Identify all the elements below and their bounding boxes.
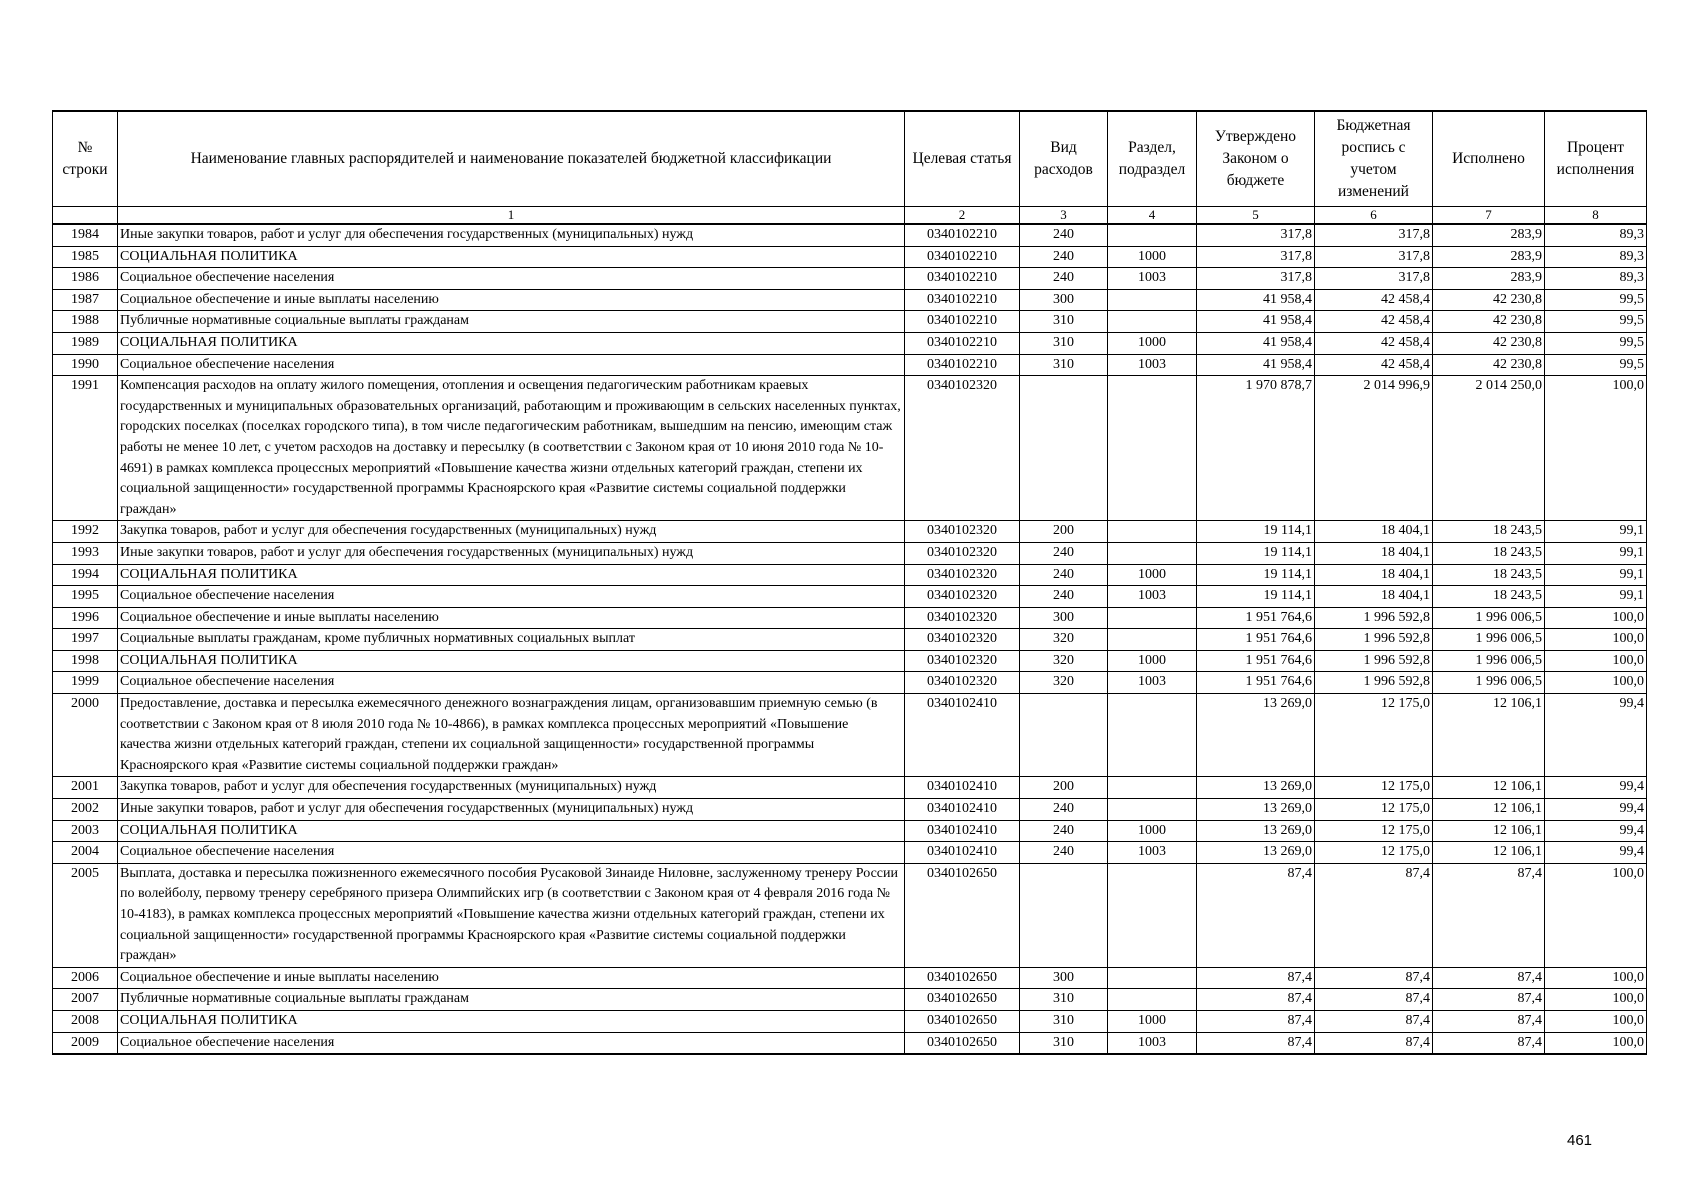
budget-list-cell: 12 175,0 [1315, 777, 1433, 799]
row-number-cell: 2007 [53, 989, 118, 1011]
row-number-cell: 1988 [53, 311, 118, 333]
percent-cell: 99,1 [1545, 521, 1647, 543]
expense-type-cell: 240 [1020, 586, 1108, 608]
executed-cell: 42 230,8 [1433, 332, 1545, 354]
approved-cell: 19 114,1 [1197, 521, 1315, 543]
budget-list-cell: 42 458,4 [1315, 311, 1433, 333]
section-cell: 1000 [1108, 820, 1197, 842]
target-article-cell: 0340102650 [905, 967, 1020, 989]
target-article-cell: 0340102210 [905, 268, 1020, 290]
expense-type-cell: 300 [1020, 607, 1108, 629]
table-row [53, 376, 1647, 521]
expense-type-cell: 310 [1020, 311, 1108, 333]
table-header [53, 111, 1647, 224]
row-number-cell: 1989 [53, 332, 118, 354]
executed-cell: 87,4 [1433, 1032, 1545, 1054]
column-number: 3 [1020, 207, 1108, 225]
executed-cell: 87,4 [1433, 989, 1545, 1011]
executed-cell: 12 106,1 [1433, 842, 1545, 864]
section-cell: 1003 [1108, 268, 1197, 290]
approved-cell: 87,4 [1197, 967, 1315, 989]
expense-type-cell [1020, 376, 1108, 521]
expense-type-cell: 240 [1020, 820, 1108, 842]
budget-list-cell: 87,4 [1315, 1032, 1433, 1054]
table-row [53, 777, 1647, 799]
name-cell: Социальное обеспечение населения [118, 672, 905, 694]
percent-cell: 100,0 [1545, 629, 1647, 651]
approved-cell: 13 269,0 [1197, 842, 1315, 864]
column-number: 1 [118, 207, 905, 225]
target-article-cell: 0340102210 [905, 311, 1020, 333]
percent-cell: 89,3 [1545, 224, 1647, 246]
name-cell: Социальные выплаты гражданам, кроме публичных нормативных социальных выплат [118, 629, 905, 651]
row-number-cell: 1999 [53, 672, 118, 694]
table-row [53, 607, 1647, 629]
expense-type-cell [1020, 863, 1108, 967]
row-number-cell: 2000 [53, 694, 118, 777]
section-cell: 1003 [1108, 1032, 1197, 1054]
target-article-cell: 0340102320 [905, 629, 1020, 651]
name-cell: Иные закупки товаров, работ и услуг для обеспечения государственных (муниципальных) нужд [118, 542, 905, 564]
percent-cell: 99,4 [1545, 820, 1647, 842]
table-row [53, 564, 1647, 586]
approved-cell: 87,4 [1197, 1010, 1315, 1032]
section-cell: 1003 [1108, 842, 1197, 864]
approved-cell: 1 951 764,6 [1197, 607, 1315, 629]
expense-type-cell: 240 [1020, 246, 1108, 268]
expense-type-cell: 240 [1020, 564, 1108, 586]
approved-cell: 87,4 [1197, 1032, 1315, 1054]
executed-cell: 18 243,5 [1433, 586, 1545, 608]
section-cell: 1003 [1108, 354, 1197, 376]
header-name: Наименование главных распорядителей и наименование показателей бюджетной классификации [118, 111, 905, 207]
section-cell [1108, 989, 1197, 1011]
executed-cell: 18 243,5 [1433, 564, 1545, 586]
percent-cell: 99,4 [1545, 799, 1647, 821]
name-cell: Выплата, доставка и пересылка пожизненного ежемесячного пособия Русаковой Зинаиде Ниловне, заслуженному тренеру России по волейболу, первому тренеру серебряного призера Олимпийских игр (в соответствии с Законом края от 4 февраля 2016 года № 10-4183), в рамках комплекса процессных мероприятий «Повышение качества жизни отдельных категорий граждан, степени их социальной защищенности» государственной программы Красноярского края «Развитие системы социальной поддержки граждан» [118, 863, 905, 967]
row-number-cell: 1997 [53, 629, 118, 651]
row-number-cell: 2003 [53, 820, 118, 842]
table-row [53, 311, 1647, 333]
budget-list-cell: 18 404,1 [1315, 564, 1433, 586]
section-cell [1108, 607, 1197, 629]
section-cell [1108, 376, 1197, 521]
table-row [53, 224, 1647, 246]
table-row [53, 694, 1647, 777]
percent-cell: 99,5 [1545, 311, 1647, 333]
executed-cell: 12 106,1 [1433, 694, 1545, 777]
target-article-cell: 0340102410 [905, 799, 1020, 821]
executed-cell: 42 230,8 [1433, 311, 1545, 333]
budget-list-cell: 87,4 [1315, 967, 1433, 989]
percent-cell: 99,1 [1545, 542, 1647, 564]
budget-list-cell: 1 996 592,8 [1315, 672, 1433, 694]
target-article-cell: 0340102210 [905, 332, 1020, 354]
approved-cell: 87,4 [1197, 989, 1315, 1011]
approved-cell: 13 269,0 [1197, 694, 1315, 777]
approved-cell: 317,8 [1197, 224, 1315, 246]
row-number-cell: 1994 [53, 564, 118, 586]
table-row [53, 650, 1647, 672]
percent-cell: 100,0 [1545, 863, 1647, 967]
target-article-cell: 0340102210 [905, 246, 1020, 268]
approved-cell: 19 114,1 [1197, 542, 1315, 564]
table-row [53, 799, 1647, 821]
header-approved: Утверждено Законом о бюджете [1197, 111, 1315, 207]
budget-list-cell: 1 996 592,8 [1315, 607, 1433, 629]
executed-cell: 283,9 [1433, 224, 1545, 246]
budget-execution-table [52, 110, 1647, 1055]
target-article-cell: 0340102320 [905, 542, 1020, 564]
target-article-cell: 0340102210 [905, 289, 1020, 311]
expense-type-cell [1020, 694, 1108, 777]
executed-cell: 12 106,1 [1433, 799, 1545, 821]
approved-cell: 13 269,0 [1197, 820, 1315, 842]
executed-cell: 42 230,8 [1433, 289, 1545, 311]
row-number-cell: 1984 [53, 224, 118, 246]
header-target-article: Целевая статья [905, 111, 1020, 207]
row-number-cell: 1985 [53, 246, 118, 268]
expense-type-cell: 310 [1020, 1010, 1108, 1032]
section-cell: 1000 [1108, 650, 1197, 672]
executed-cell: 42 230,8 [1433, 354, 1545, 376]
percent-cell: 100,0 [1545, 672, 1647, 694]
page-number: 461 [1567, 1132, 1593, 1149]
header-expense-type: Вид расходов [1020, 111, 1108, 207]
target-article-cell: 0340102320 [905, 607, 1020, 629]
name-cell: Социальное обеспечение и иные выплаты населению [118, 607, 905, 629]
budget-list-cell: 18 404,1 [1315, 521, 1433, 543]
expense-type-cell: 320 [1020, 650, 1108, 672]
target-article-cell: 0340102650 [905, 863, 1020, 967]
section-cell [1108, 694, 1197, 777]
row-number-cell: 1996 [53, 607, 118, 629]
percent-cell: 99,4 [1545, 694, 1647, 777]
budget-list-cell: 87,4 [1315, 989, 1433, 1011]
name-cell: СОЦИАЛЬНАЯ ПОЛИТИКА [118, 564, 905, 586]
target-article-cell: 0340102410 [905, 694, 1020, 777]
expense-type-cell: 240 [1020, 842, 1108, 864]
approved-cell: 317,8 [1197, 246, 1315, 268]
budget-list-cell: 12 175,0 [1315, 820, 1433, 842]
column-number: 7 [1433, 207, 1545, 225]
approved-cell: 41 958,4 [1197, 311, 1315, 333]
target-article-cell: 0340102210 [905, 354, 1020, 376]
target-article-cell: 0340102410 [905, 820, 1020, 842]
section-cell: 1003 [1108, 586, 1197, 608]
expense-type-cell: 200 [1020, 777, 1108, 799]
budget-list-cell: 2 014 996,9 [1315, 376, 1433, 521]
header-budget-list: Бюджетная роспись с учетом изменений [1315, 111, 1433, 207]
expense-type-cell: 240 [1020, 224, 1108, 246]
percent-cell: 100,0 [1545, 376, 1647, 521]
table-row [53, 842, 1647, 864]
approved-cell: 19 114,1 [1197, 586, 1315, 608]
name-cell: Социальное обеспечение и иные выплаты населению [118, 967, 905, 989]
column-number: 2 [905, 207, 1020, 225]
name-cell: СОЦИАЛЬНАЯ ПОЛИТИКА [118, 332, 905, 354]
expense-type-cell: 240 [1020, 799, 1108, 821]
percent-cell: 99,5 [1545, 354, 1647, 376]
percent-cell: 100,0 [1545, 1032, 1647, 1054]
target-article-cell: 0340102320 [905, 586, 1020, 608]
approved-cell: 41 958,4 [1197, 289, 1315, 311]
percent-cell: 99,1 [1545, 564, 1647, 586]
approved-cell: 41 958,4 [1197, 332, 1315, 354]
approved-cell: 13 269,0 [1197, 799, 1315, 821]
row-number-cell: 1990 [53, 354, 118, 376]
name-cell: Закупка товаров, работ и услуг для обеспечения государственных (муниципальных) нужд [118, 521, 905, 543]
row-number-cell: 2004 [53, 842, 118, 864]
name-cell: СОЦИАЛЬНАЯ ПОЛИТИКА [118, 650, 905, 672]
table-row [53, 989, 1647, 1011]
name-cell: СОЦИАЛЬНАЯ ПОЛИТИКА [118, 246, 905, 268]
approved-cell: 1 951 764,6 [1197, 672, 1315, 694]
table-body [53, 224, 1647, 1054]
executed-cell: 2 014 250,0 [1433, 376, 1545, 521]
section-cell [1108, 521, 1197, 543]
approved-cell: 13 269,0 [1197, 777, 1315, 799]
table-row [53, 289, 1647, 311]
expense-type-cell: 200 [1020, 521, 1108, 543]
target-article-cell: 0340102320 [905, 672, 1020, 694]
executed-cell: 12 106,1 [1433, 820, 1545, 842]
executed-cell: 1 996 006,5 [1433, 650, 1545, 672]
section-cell [1108, 289, 1197, 311]
executed-cell: 1 996 006,5 [1433, 607, 1545, 629]
executed-cell: 1 996 006,5 [1433, 672, 1545, 694]
budget-list-cell: 317,8 [1315, 268, 1433, 290]
row-number-cell: 2001 [53, 777, 118, 799]
percent-cell: 99,4 [1545, 777, 1647, 799]
expense-type-cell: 320 [1020, 629, 1108, 651]
target-article-cell: 0340102320 [905, 564, 1020, 586]
name-cell: Социальное обеспечение населения [118, 842, 905, 864]
name-cell: Социальное обеспечение населения [118, 1032, 905, 1054]
table-row [53, 354, 1647, 376]
percent-cell: 89,3 [1545, 246, 1647, 268]
row-number-cell: 1998 [53, 650, 118, 672]
column-number: 5 [1197, 207, 1315, 225]
table-row [53, 268, 1647, 290]
header-percent: Процент исполнения [1545, 111, 1647, 207]
row-number-cell: 1992 [53, 521, 118, 543]
budget-list-cell: 87,4 [1315, 863, 1433, 967]
budget-list-cell: 1 996 592,8 [1315, 629, 1433, 651]
name-cell: Предоставление, доставка и пересылка ежемесячного денежного вознаграждения лицам, организовавшим приемную семью (в соответствии с Законом края от 8 июля 2010 года № 10-4866), в рамках комплекса процессных мероприятий «Повышение качества жизни отдельных категорий граждан, степени их социальной защищенности» государственной программы Красноярского края «Развитие системы социальной поддержки граждан» [118, 694, 905, 777]
budget-list-cell: 12 175,0 [1315, 694, 1433, 777]
section-cell [1108, 311, 1197, 333]
executed-cell: 283,9 [1433, 246, 1545, 268]
section-cell: 1000 [1108, 1010, 1197, 1032]
section-cell [1108, 799, 1197, 821]
executed-cell: 283,9 [1433, 268, 1545, 290]
percent-cell: 99,5 [1545, 289, 1647, 311]
budget-list-cell: 87,4 [1315, 1010, 1433, 1032]
budget-list-cell: 18 404,1 [1315, 542, 1433, 564]
approved-cell: 19 114,1 [1197, 564, 1315, 586]
row-number-cell: 1991 [53, 376, 118, 521]
name-cell: Социальное обеспечение населения [118, 586, 905, 608]
name-cell: Публичные нормативные социальные выплаты гражданам [118, 989, 905, 1011]
percent-cell: 100,0 [1545, 967, 1647, 989]
percent-cell: 99,4 [1545, 842, 1647, 864]
expense-type-cell: 240 [1020, 542, 1108, 564]
name-cell: СОЦИАЛЬНАЯ ПОЛИТИКА [118, 1010, 905, 1032]
percent-cell: 100,0 [1545, 650, 1647, 672]
section-cell: 1000 [1108, 564, 1197, 586]
target-article-cell: 0340102650 [905, 989, 1020, 1011]
executed-cell: 87,4 [1433, 1010, 1545, 1032]
section-cell: 1003 [1108, 672, 1197, 694]
name-cell: Социальное обеспечение населения [118, 354, 905, 376]
expense-type-cell: 300 [1020, 967, 1108, 989]
executed-cell: 12 106,1 [1433, 777, 1545, 799]
section-cell [1108, 967, 1197, 989]
section-cell [1108, 777, 1197, 799]
table-row [53, 332, 1647, 354]
budget-list-cell: 12 175,0 [1315, 842, 1433, 864]
column-number [53, 207, 118, 225]
section-cell: 1000 [1108, 246, 1197, 268]
row-number-cell: 2008 [53, 1010, 118, 1032]
header-row-number: № строки [53, 111, 118, 207]
row-number-cell: 1987 [53, 289, 118, 311]
table-row [53, 1010, 1647, 1032]
budget-list-cell: 317,8 [1315, 246, 1433, 268]
header-row [53, 111, 1647, 207]
target-article-cell: 0340102210 [905, 224, 1020, 246]
approved-cell: 317,8 [1197, 268, 1315, 290]
name-cell: Иные закупки товаров, работ и услуг для обеспечения государственных (муниципальных) нужд [118, 799, 905, 821]
name-cell: Социальное обеспечение и иные выплаты населению [118, 289, 905, 311]
table-row [53, 586, 1647, 608]
name-cell: Иные закупки товаров, работ и услуг для обеспечения государственных (муниципальных) нужд [118, 224, 905, 246]
budget-list-cell: 18 404,1 [1315, 586, 1433, 608]
budget-list-cell: 42 458,4 [1315, 354, 1433, 376]
percent-cell: 100,0 [1545, 989, 1647, 1011]
row-number-cell: 1986 [53, 268, 118, 290]
budget-list-cell: 42 458,4 [1315, 289, 1433, 311]
table-row [53, 246, 1647, 268]
name-cell: Социальное обеспечение населения [118, 268, 905, 290]
section-cell: 1000 [1108, 332, 1197, 354]
table-row [53, 629, 1647, 651]
executed-cell: 18 243,5 [1433, 521, 1545, 543]
section-cell [1108, 542, 1197, 564]
executed-cell: 87,4 [1433, 967, 1545, 989]
budget-list-cell: 1 996 592,8 [1315, 650, 1433, 672]
name-cell: Публичные нормативные социальные выплаты гражданам [118, 311, 905, 333]
expense-type-cell: 320 [1020, 672, 1108, 694]
approved-cell: 87,4 [1197, 863, 1315, 967]
row-number-cell: 2002 [53, 799, 118, 821]
row-number-cell: 2006 [53, 967, 118, 989]
section-cell [1108, 224, 1197, 246]
row-number-cell: 1995 [53, 586, 118, 608]
table-row [53, 1032, 1647, 1054]
target-article-cell: 0340102320 [905, 376, 1020, 521]
approved-cell: 1 951 764,6 [1197, 650, 1315, 672]
column-number-row [53, 207, 1647, 225]
percent-cell: 99,5 [1545, 332, 1647, 354]
table-row [53, 967, 1647, 989]
header-executed: Исполнено [1433, 111, 1545, 207]
approved-cell: 41 958,4 [1197, 354, 1315, 376]
percent-cell: 99,1 [1545, 586, 1647, 608]
column-number: 6 [1315, 207, 1433, 225]
target-article-cell: 0340102320 [905, 521, 1020, 543]
expense-type-cell: 300 [1020, 289, 1108, 311]
name-cell: СОЦИАЛЬНАЯ ПОЛИТИКА [118, 820, 905, 842]
section-cell [1108, 629, 1197, 651]
percent-cell: 89,3 [1545, 268, 1647, 290]
expense-type-cell: 310 [1020, 1032, 1108, 1054]
row-number-cell: 1993 [53, 542, 118, 564]
target-article-cell: 0340102410 [905, 777, 1020, 799]
table-row [53, 521, 1647, 543]
expense-type-cell: 240 [1020, 268, 1108, 290]
name-cell: Закупка товаров, работ и услуг для обеспечения государственных (муниципальных) нужд [118, 777, 905, 799]
row-number-cell: 2009 [53, 1032, 118, 1054]
approved-cell: 1 970 878,7 [1197, 376, 1315, 521]
executed-cell: 1 996 006,5 [1433, 629, 1545, 651]
table-row [53, 542, 1647, 564]
target-article-cell: 0340102410 [905, 842, 1020, 864]
expense-type-cell: 310 [1020, 354, 1108, 376]
expense-type-cell: 310 [1020, 332, 1108, 354]
table-row [53, 672, 1647, 694]
table-row [53, 820, 1647, 842]
budget-list-cell: 317,8 [1315, 224, 1433, 246]
budget-list-cell: 12 175,0 [1315, 799, 1433, 821]
row-number-cell: 2005 [53, 863, 118, 967]
section-cell [1108, 863, 1197, 967]
target-article-cell: 0340102320 [905, 650, 1020, 672]
percent-cell: 100,0 [1545, 1010, 1647, 1032]
expense-type-cell: 310 [1020, 989, 1108, 1011]
percent-cell: 100,0 [1545, 607, 1647, 629]
column-number: 8 [1545, 207, 1647, 225]
approved-cell: 1 951 764,6 [1197, 629, 1315, 651]
executed-cell: 18 243,5 [1433, 542, 1545, 564]
target-article-cell: 0340102650 [905, 1032, 1020, 1054]
executed-cell: 87,4 [1433, 863, 1545, 967]
table-row [53, 863, 1647, 967]
budget-list-cell: 42 458,4 [1315, 332, 1433, 354]
header-section: Раздел, подраздел [1108, 111, 1197, 207]
name-cell: Компенсация расходов на оплату жилого помещения, отопления и освещения педагогическим работникам краевых государственных и муниципальных образовательных организаций, работающим и проживающим в сельских населенных пунктах, городских поселках (поселках городского типа), в том числе педагогическим работникам, вышедшим на пенсию, имеющим стаж работы не менее 10 лет, с учетом расходов на доставку и пересылку (в соответствии с Законом края от 10 июня 2010 года № 10-4691) в рамках комплекса процессных мероприятий «Повышение качества жизни отдельных категорий граждан, степени их социальной защищенности» государственной программы Красноярского края «Развитие системы социальной поддержки граждан» [118, 376, 905, 521]
target-article-cell: 0340102650 [905, 1010, 1020, 1032]
column-number: 4 [1108, 207, 1197, 225]
